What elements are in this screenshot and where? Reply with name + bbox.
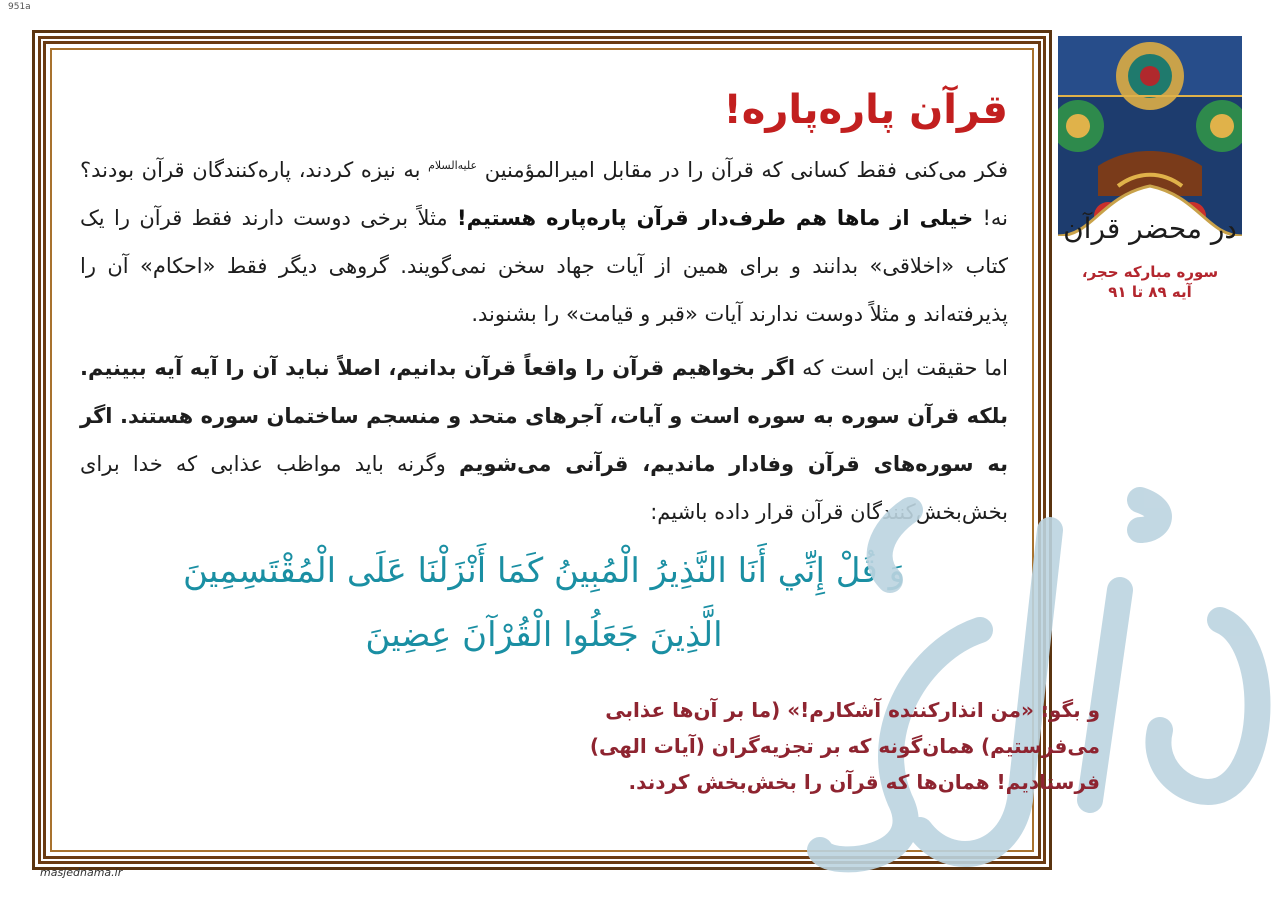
paragraph-1 [80,142,1008,338]
honorific: علیه‌السلام [428,159,478,172]
site-url: masjednama.ir [40,866,123,879]
verse-line-1: وَ قُلْ إِنِّي أَنَا النَّذِيرُ الْمُبِينُ كَمَا أَنْزَلْنَا عَلَى الْمُقْتَسِمِينَ [183,551,905,591]
corner-code: 951a [8,2,31,12]
paragraph-2-text-2: وگرنه باید مواظب عذابی که خدا برای بخش‌بخش‌کنندگان قرآن قرار داده باشیم: [80,452,1008,524]
surah-reference-line-2: آیه ۸۹ تا ۹۱ [1108,283,1192,301]
surah-reference [1058,262,1242,302]
islamic-tile-icon [1058,36,1242,236]
paragraph-1-text-2: به نیزه کردند، پاره‌کنندگان قرآن بودند؟ نه! [80,158,1008,230]
paragraph-1-text-1: فکر می‌کنی فقط کسانی که قرآن را در مقابل امیرالمؤمنین [477,158,1008,182]
paragraph-1-text-3: مثلاً برخی دوست دارند فقط قرآن را یک کتاب «اخلاقی» بدانند و برای همین از آیات جهاد سخن نمی‌گویند. گروهی دیگر فقط «احکام» آن را پذیرفته‌اند و مثلاً دوست ندارند آیات «قبر و قیامت» را بشنوند. [80,206,1008,326]
article-title: قرآن پاره‌پاره! [723,87,1008,133]
paragraph-2-bold: اگر بخواهیم قرآن را واقعاً قرآن بدانیم، اصلاً نباید آن را آیه آیه ببینیم. بلکه قرآن سوره به سوره است و آیات، آجرهای متحد و منسجم ساختمان سوره هستند. اگر به سوره‌های قرآن وفادار ماندیم، قرآنی می‌شویم [80,356,1009,476]
watermark-stroke-6 [1140,500,1159,530]
side-ornament [1058,36,1242,236]
paragraph-1-bold: خیلی از ماها هم طرف‌دار قرآن پاره‌پاره هستیم! [457,206,974,230]
verse-translation: و بگو: «من انذارکننده آشکارم!» (ما بر آن‌ها عذابی می‌فرستیم) همان‌گونه که بر تجزیه‌گران (آیات الهی) فرستادیم! همان‌ها که قرآن را بخش‌بخش کردند. [589,698,1100,794]
section-title: در محضر قرآن [1063,212,1237,245]
watermark-stroke-1 [1158,620,1257,792]
verse-line-2: الَّذِينَ جَعَلُوا الْقُرْآنَ عِضِينَ [365,615,723,655]
paragraph-2-text-1: اما حقیقت این است که [795,356,1009,380]
paragraph-2 [80,344,1008,536]
surah-reference-line-1: سوره مبارکه حجر، [1081,263,1219,281]
